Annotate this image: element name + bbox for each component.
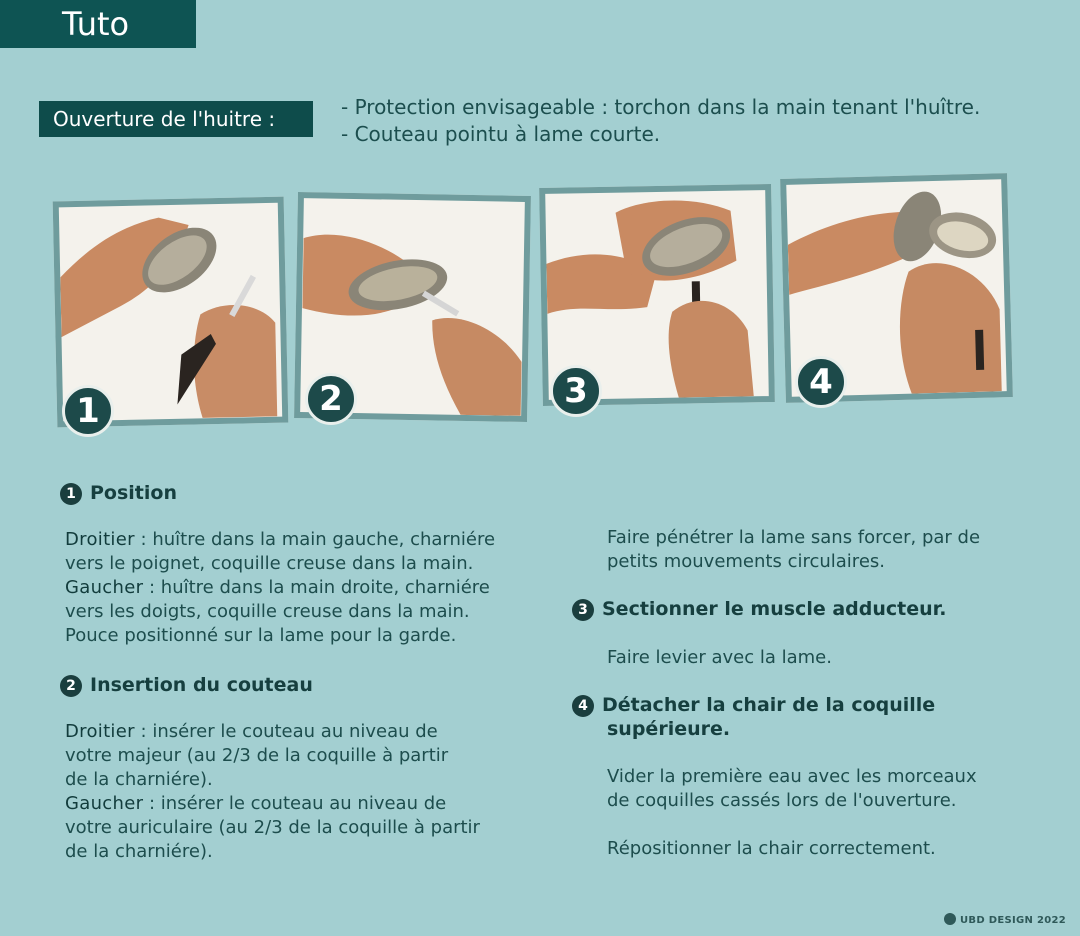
- text-line: de la charniére).: [65, 841, 213, 862]
- step-1-title: Position: [90, 482, 177, 504]
- step-3-title: Sectionner le muscle adducteur.: [602, 598, 947, 620]
- step-1-heading: [60, 481, 177, 505]
- droitier-label: Droitier: [65, 529, 135, 550]
- step-2-badge: 2: [60, 675, 82, 697]
- step-number-badge: 4: [795, 356, 847, 408]
- step-number-badge: 1: [62, 385, 114, 437]
- text-line: : huître dans la main droite, charniére: [143, 577, 490, 598]
- step-2-heading: [60, 673, 313, 697]
- step-1-text: [65, 528, 495, 648]
- step-4-text-final: [607, 837, 936, 861]
- step-4-title: Détacher la chair de la coquille: [602, 694, 936, 716]
- step-2-text: [65, 720, 480, 864]
- step-2-title: Insertion du couteau: [90, 674, 313, 696]
- gaucher-label: Gaucher: [65, 793, 144, 814]
- text-line: de coquilles cassés lors de l'ouverture.: [607, 790, 957, 811]
- step-4-heading: [572, 693, 935, 717]
- brand-logo-icon: [944, 913, 956, 925]
- text-line: vers les doigts, coquille creuse dans la main.: [65, 601, 470, 622]
- step-4-title-line-2: supérieure.: [607, 718, 731, 740]
- step-3-heading: [572, 597, 947, 621]
- section-label: Ouverture de l'huitre :: [39, 101, 313, 137]
- text-line: : insérer le couteau au niveau de: [143, 793, 447, 814]
- step-3-text: [607, 646, 832, 670]
- text-line: Vider la première eau avec les morceaux: [607, 766, 977, 787]
- droitier-label: Droitier: [65, 721, 135, 742]
- step-4-text: [607, 765, 977, 813]
- text-line: votre majeur (au 2/3 de la coquille à partir: [65, 745, 449, 766]
- step-1-badge: 1: [60, 483, 82, 505]
- text-line: Faire levier avec la lame.: [607, 647, 832, 668]
- text-line: de la charniére).: [65, 769, 213, 790]
- text-line: Répositionner la chair correctement.: [607, 838, 936, 859]
- text-line: vers le poignet, coquille creuse dans la main.: [65, 553, 474, 574]
- step-4-badge: 4: [572, 695, 594, 717]
- intro-line: - Protection envisageable : torchon dans la main tenant l'huître.: [341, 95, 981, 119]
- gaucher-label: Gaucher: [65, 577, 144, 598]
- step-number-badge: 3: [550, 365, 602, 417]
- intro-line: - Couteau pointu à lame courte.: [341, 122, 661, 146]
- intro-list: [341, 94, 980, 148]
- step-3-badge: 3: [572, 599, 594, 621]
- text-line: petits mouvements circulaires.: [607, 551, 885, 572]
- footer-credit: [944, 913, 1066, 926]
- text-line: votre auriculaire (au 2/3 de la coquille à partir: [65, 817, 480, 838]
- step-number-badge: 2: [305, 373, 357, 425]
- text-line: Pouce positionné sur la lame pour la garde.: [65, 625, 457, 646]
- page-title: Tuto: [0, 0, 196, 48]
- text-line: : insérer le couteau au niveau de: [134, 721, 438, 742]
- text-line: Faire pénétrer la lame sans forcer, par de: [607, 527, 981, 548]
- text-line: : huître dans la main gauche, charniére: [134, 529, 496, 550]
- step-2-continued-text: [607, 526, 980, 574]
- credit-text: UBD DESIGN 2022: [960, 915, 1066, 926]
